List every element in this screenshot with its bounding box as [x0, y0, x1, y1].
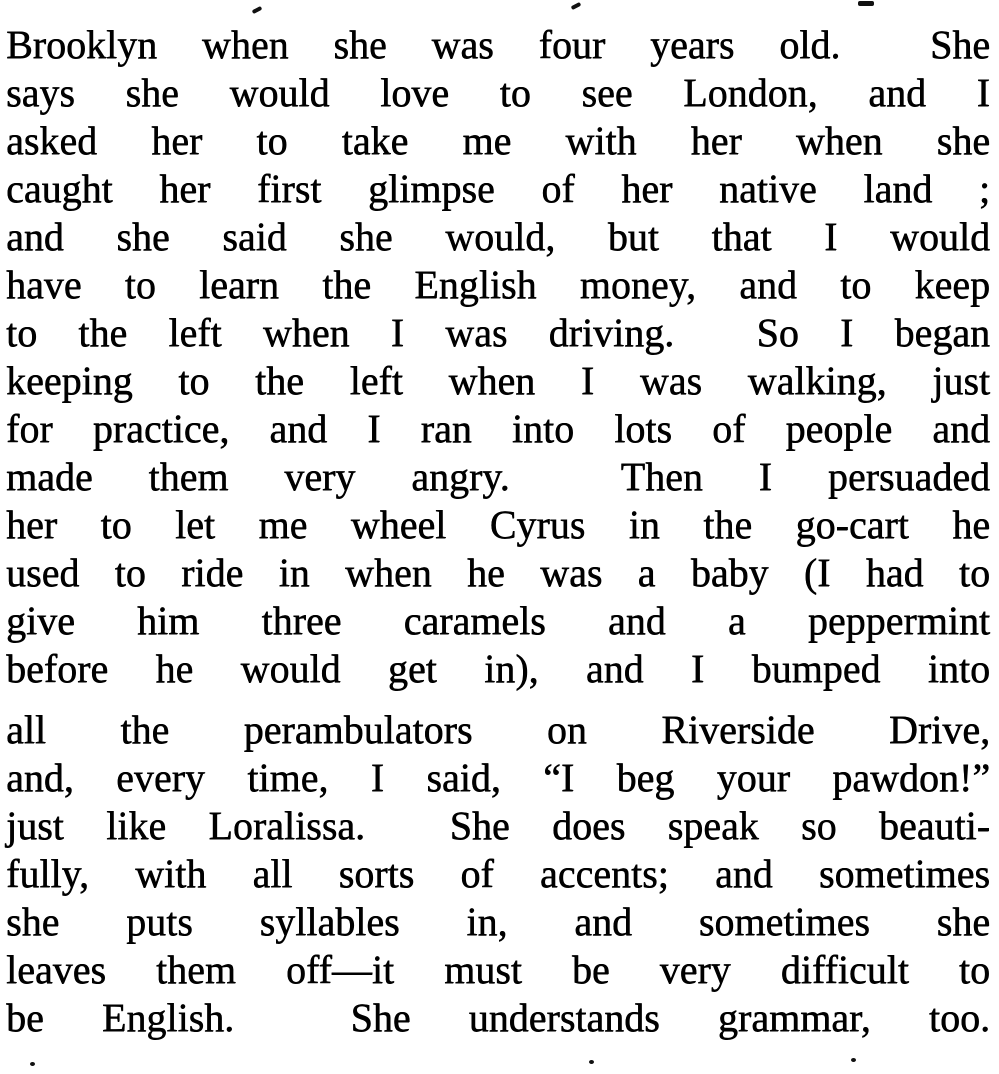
scan-speck	[851, 1058, 856, 1062]
scan-speck	[858, 1, 874, 6]
text-line: made them very angry. Then I persuaded	[6, 454, 990, 499]
text-line: she puts syllables in, and sometimes she	[6, 899, 990, 944]
text-line: just like Loralissa. She does speak so beauti-	[6, 803, 990, 848]
text-line: says she would love to see London, and I	[6, 70, 990, 115]
text-line: all the perambulators on Riverside Drive,	[6, 707, 990, 752]
text-line: and, every time, I said, “I beg your pawdon!”	[6, 755, 990, 800]
text-line: have to learn the English money, and to keep	[6, 262, 990, 307]
text-line: her to let me wheel Cyrus in the go-cart he	[6, 502, 990, 547]
text-line: Brooklyn when she was four years old. She	[6, 22, 990, 67]
scan-speck	[252, 6, 263, 14]
scan-speck	[571, 2, 582, 10]
text-line: leaves them off—it must be very difficult to	[6, 947, 990, 992]
text-line: for practice, and I ran into lots of people and	[6, 406, 990, 451]
text-line: give him three caramels and a peppermint	[6, 598, 990, 643]
text-line: used to ride in when he was a baby (I had to	[6, 550, 990, 595]
text-line: fully, with all sorts of accents; and sometimes	[6, 851, 990, 896]
scan-speck	[589, 1060, 594, 1064]
scan-speck	[30, 1062, 35, 1066]
text-line: keeping to the left when I was walking, just	[6, 358, 990, 403]
text-line: be English. She understands grammar, too.	[6, 995, 990, 1040]
text-line: caught her first glimpse of her native land ;	[6, 166, 990, 211]
text-line: asked her to take me with her when she	[6, 118, 990, 163]
body-text	[6, 21, 990, 1042]
text-line: before he would get in), and I bumped into	[6, 646, 990, 691]
text-line: to the left when I was driving. So I began	[6, 310, 990, 355]
text-line: and she said she would, but that I would	[6, 214, 990, 259]
